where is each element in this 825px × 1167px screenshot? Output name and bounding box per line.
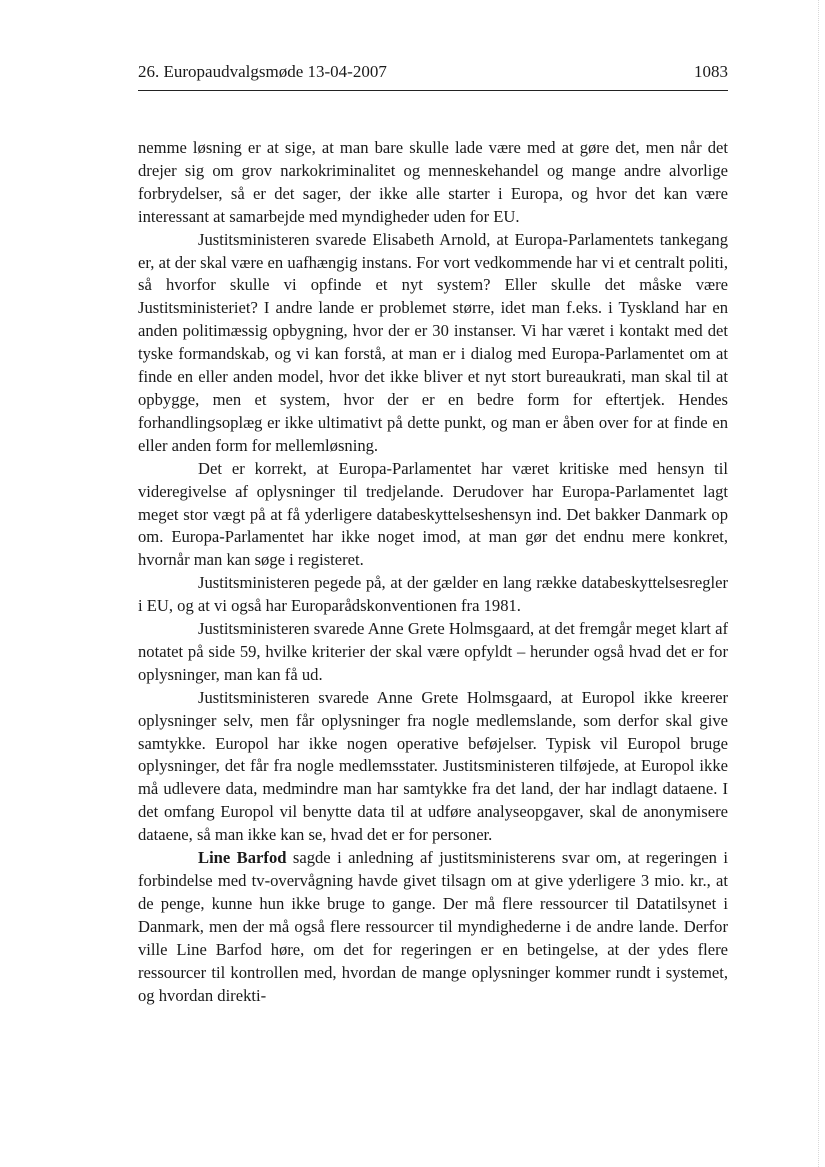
page-header [138, 60, 728, 91]
page-number: 1083 [694, 62, 728, 81]
paragraph: nemme løsning er at sige, at man bare skulle lade være med at gøre det, men når det drejer sig om grov narkokriminalitet og menneskehandel og mange andre alvorlige forbrydelser, så er det sager, der ikke alle starter i Europa, og hvor det kan være interessant at samarbejde med myndigheder uden for EU. [138, 138, 728, 226]
paragraph-text: sagde i anledning af justitsministerens svar om, at regeringen i forbindelse med tv-overvågning havde givet tilsagn om at give yderligere 3 mio. kr., at de penge, kunne hun ikke bruge to gange. Der må flere ressourcer til Datatilsynet i Danmark, men der må også flere ressourcer til myndighederne i de andre lande. Derfor ville Line Barfod høre, om det for regeringen er en betingelse, at der ydes flere ressourcer til kontrollen med, hvordan de mange oplysninger kommer rundt i systemet, og hvordan direkti- [138, 848, 728, 1005]
speaker-name: Line Barfod [198, 848, 287, 868]
paragraph: Justitsministeren svarede Anne Grete Holmsgaard, at det fremgår meget klart af notatet på side 59, hvilke kriterier der skal være opfyldt – herunder også hvad det er for oplysninger, man kan få ud. [138, 619, 728, 684]
body-text [138, 137, 728, 1007]
paragraph: Justitsministeren pegede på, at der gælder en lang række databeskyttelsesregler i EU, og at vi også har Europarådskonventionen fra 1981. [138, 573, 728, 616]
paragraph-speaker-line-barfod [138, 847, 728, 1007]
paragraph: Justitsministeren svarede Elisabeth Arnold, at Europa-Parlamentets tankegang er, at der skal være en uafhængig instans. For vort vedkommende har vi et centralt politi, så hvorfor skulle vi opfinde et nyt system? Eller skulle det måske være Justitsministeriet? I andre lande er problemet større, idet man f.eks. i Tyskland har en anden politimæssig opbygning, hvor der er 30 instanser. Vi har været i kontakt med det tyske formandskab, og vi kan forstå, at man er i dialog med Europa-Parlamentet om at finde en eller anden model, hvor det ikke bliver et nyt stort bureaukrati, man skal til at opbygge, men et system, hvor der er en bedre form for eftertjek. Hendes forhandlingsoplæg er ikke ultimativt på dette punkt, og man er åben over for at finde en eller anden form for mellemløsning. [138, 229, 728, 455]
header-title: 26. Europaudvalgsmøde 13-04-2007 [138, 62, 387, 81]
paragraph: Det er korrekt, at Europa-Parlamentet har været kritiske med hensyn til videregivelse af oplysninger til tredjelande. Derudover har Europa-Parlamentet lagt meget stor vægt på at få yderligere databeskyttelseshensyn ind. Det bakker Danmark op om. Europa-Parlamentet har ikke noget imod, at man gør det endnu mere konkret, hvornår man kan søge i registeret. [138, 458, 728, 570]
scan-edge-divider [817, 0, 819, 1167]
paragraph: Justitsministeren svarede Anne Grete Holmsgaard, at Europol ikke kreerer oplysninger selv, men får oplysninger fra nogle medlemslande, som derfor skal give samtykke. Europol har ikke nogen operative beføjelser. Typisk vil Europol bruge oplysninger, det får fra nogle medlemsstater. Justitsministeren tilføjede, at Europol ikke må udlevere data, medmindre man har samtykke fra det land, der har indlagt dataene. I det omfang Europol vil benytte data til at udføre analyseopgaver, skal de anonymisere dataene, så man ikke kan se, hvad det er for personer. [138, 687, 728, 845]
